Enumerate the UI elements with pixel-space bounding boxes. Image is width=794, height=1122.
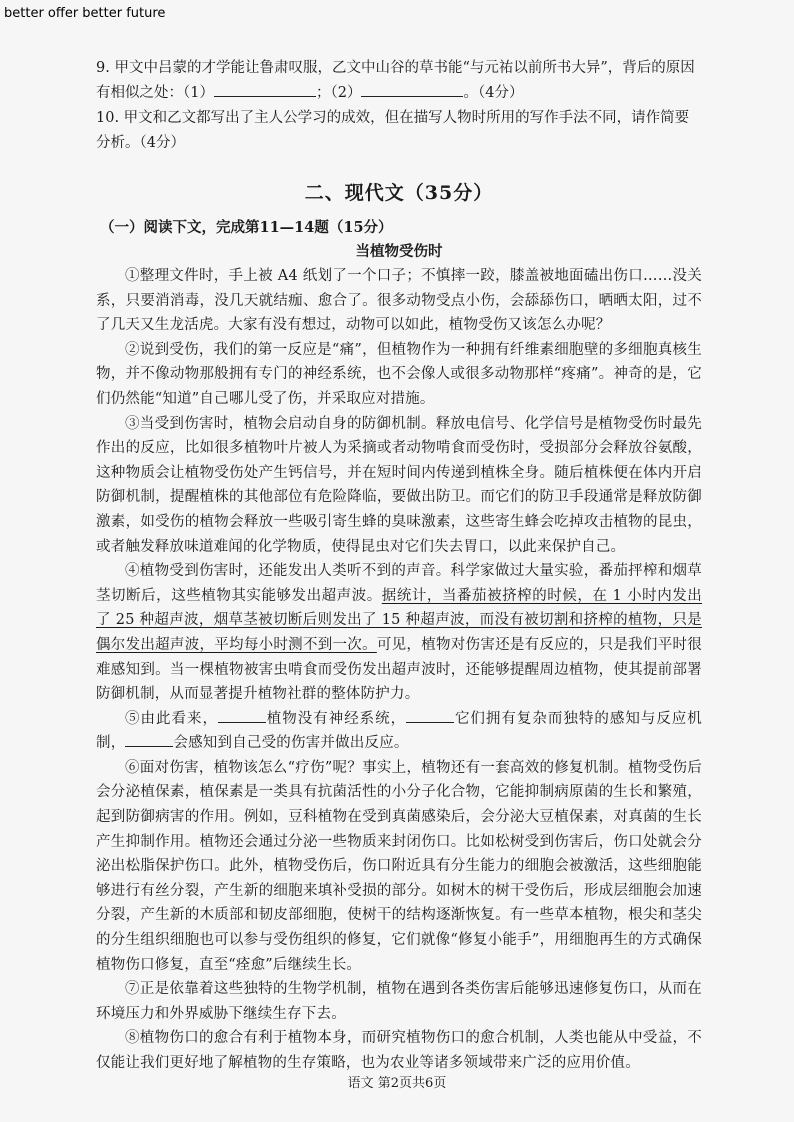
paragraph-6: ⑥面对伤害，植物该怎么“疗伤”呢？事实上，植物还有一套高效的修复机制。植物受伤后会分泌植保素，植保素是一类具有抗菌活性的小分子化合物，它能抑制病原菌的生长和繁殖，起到防御病害的作用。例如，豆科植物在受到真菌感染后，会分泌大豆植保素，对真菌的生长产生抑制作用。植物还会通过分泌一些物质来封闭伤口。比如松树受到伤害后，伤口处就会分泌出松脂保护伤口。此外，植物受伤后，伤口附近具有分生能力的细胞会被激活，这些细胞能够进行有丝分裂，产生新的细胞来填补受损的部分。如树木的树干受伤后，形成层细胞会加速分裂，产生新的木质部和韧皮部细胞，使树干的结构逐渐恢复。有一些草本植物，根尖和茎尖的分生组织细胞也可以参与受伤组织的修复，它们就像“修复小能手”，用细胞再生的方式确保植物伤口修复，直至“痊愈”后继续生长。 (96, 759, 702, 973)
paragraph-4-part-b: 可见，植物对伤害还是有反应的，只是我们平时很难感知到。当一棵植物被害虫啃食而受伤发出超声波时，还能够提醒周边植物，使其提前部署防御机制，从而显著提升植物社群的整体防护力。 (96, 636, 702, 703)
answer-blank-1[interactable] (214, 82, 316, 97)
paragraph-4-underlined: 据统计，当番茄被挤榨的时候，在 1 小时内发出了 25 种超声波，烟草茎被切断后则发出了 15 种超声波，而没有被切割和挤榨的植物，只是偶尔发出超声波，平均每小时测不到一次。 (96, 587, 702, 653)
exam-page (96, 56, 702, 1076)
question-9 (96, 56, 702, 106)
question-10: 10. 甲文和乙文都写出了主人公学习的成效，但在描写人物时所用的写作手法不同，请作简要分析。（4分） (96, 110, 690, 151)
paragraph-5-part-a: ⑤由此看来， (125, 710, 218, 727)
paragraph-5-part-c: 它们拥有复杂而独特的感知与反应机制， (96, 710, 702, 752)
paragraph-7: ⑦正是依靠着这些独特的生物学机制，植物在遇到各类伤害后能够迅速修复伤口，从而在环境压力和外界威胁下继续生存下去。 (96, 981, 702, 1022)
watermark-text: better offer better future (4, 6, 166, 21)
answer-blank-2[interactable] (361, 82, 463, 97)
paragraph-2: ②说到受伤，我们的第一反应是“痛”，但植物作为一种拥有纤维素细胞壁的多细胞真核生物，并不像动物那般拥有专门的神经系统，也不会像人或很多动物那样“疼痛”。神奇的是，它们仍然能“知道”自己哪儿受了伤，并采取应对措施。 (96, 341, 702, 407)
paragraph-3: ③当受到伤害时，植物会启动自身的防御机制。释放电信号、化学信号是植物受伤时最先作出的反应，比如很多植物叶片被人为采摘或者动物啃食而受伤时，受损部分会释放谷氨酸，这种物质会让植物受伤处产生钙信号，并在短时间内传递到植株全身。随后植株便在体内开启防御机制，提醒植株的其他部位有危险降临，要做出防卫。而它们的防卫手段通常是释放防御激素，如受伤的植物会释放一些吸引寄生蜂的臭味激素，这些寄生蜂会吃掉攻击植物的昆虫，或者触发释放味道难闻的化学物质，使得昆虫对它们失去胃口，以此来保护自己。 (96, 415, 702, 555)
paragraph-1: ①整理文件时，手上被 A4 纸划了一个口子；不慎摔一跤，膝盖被地面磕出伤口……没关系，只要消消毒，没几天就结痂、愈合了。很多动物受点小伤，会舔舔伤口，晒晒太阳，过不了几天又生龙活虎。大家有没有想过，动物可以如此，植物受伤又该怎么办呢？ (96, 268, 702, 334)
paragraph-4 (96, 559, 702, 707)
fill-blank-2[interactable] (406, 708, 454, 723)
question-9-text: 9. 甲文中吕蒙的才学能让鲁肃叹服，乙文中山谷的草书能“与元祐以前所书大异”，背后的原因有相似之处：（1） (96, 60, 695, 101)
paragraph-4-part-a: ④植物受到伤害时，还能发出人类听不到的声音。科学家做过大量实验，番茄抨榨和烟草茎切断后，这些植物其实能够发出超声波。 (96, 563, 702, 604)
section-subhead: （一）阅读下文，完成第11—14题（15分） (100, 219, 393, 236)
paragraph-5-part-d: 会感知到自己受的伤害并做出反应。 (173, 735, 409, 752)
question-9-mid: ；（2） (315, 85, 362, 101)
paragraph-5-part-b: 植物没有神经系统， (265, 710, 407, 727)
question-9-end: 。（4分） (463, 85, 524, 101)
fill-blank-3[interactable] (125, 732, 173, 747)
section-title: 二、现代文（35分） (304, 182, 494, 204)
page-footer: 语文 第2页共6页 (347, 1076, 447, 1091)
paragraph-5 (96, 707, 702, 756)
fill-blank-1[interactable] (218, 708, 266, 723)
paragraph-8: ⑧植物伤口的愈合有利于植物本身，而研究植物伤口的愈合机制，人类也能从中受益，不仅能让我们更好地了解植物的生存策略，也为农业等诸多领域带来广泛的应用价值。 (96, 1030, 702, 1071)
article-title: 当植物受伤时 (355, 243, 443, 260)
